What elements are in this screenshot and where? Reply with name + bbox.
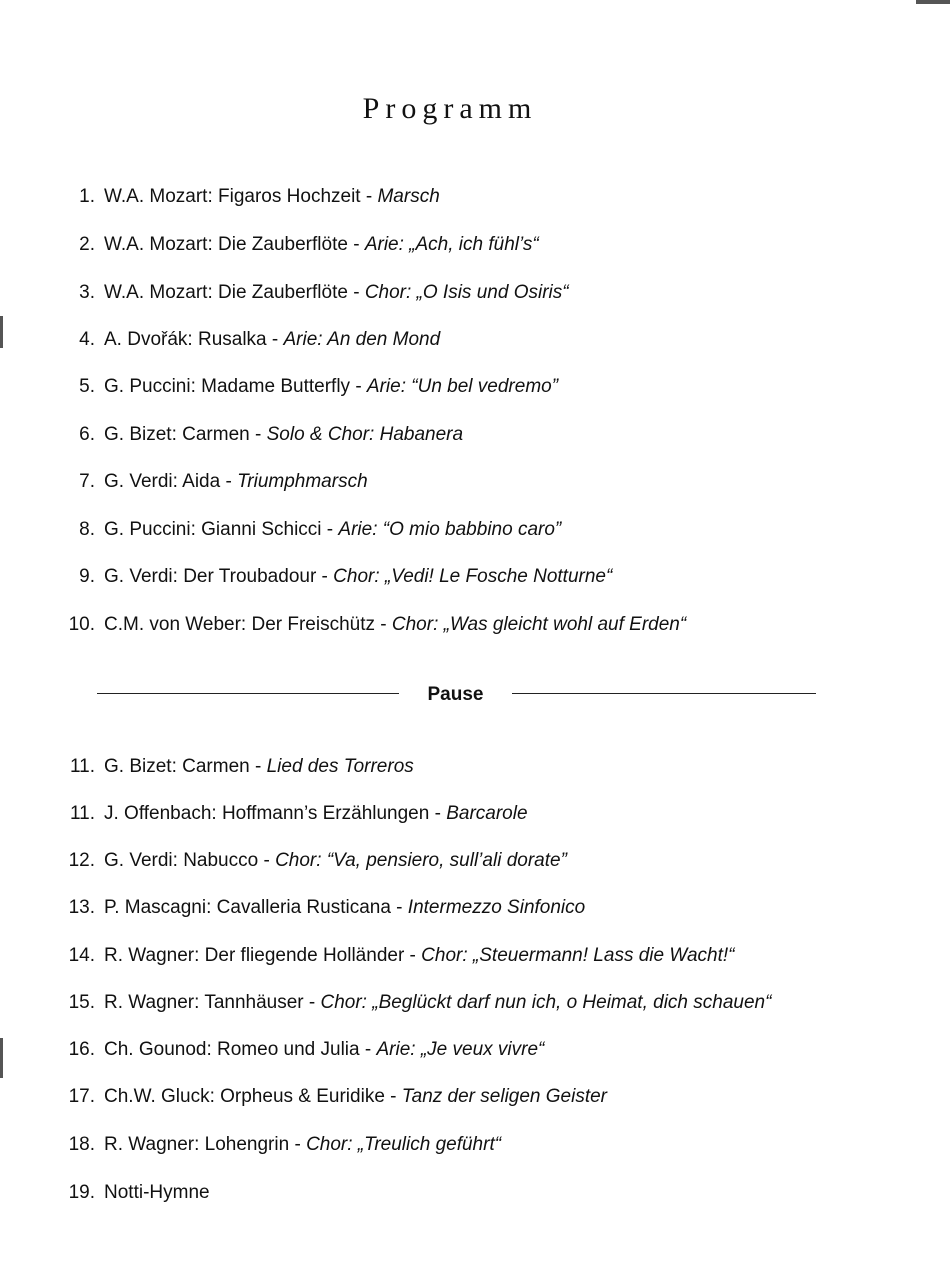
item-number: 13. [68,897,95,918]
pause-label: Pause [427,684,484,705]
piece-title: Chor: „Steuermann! Lass die Wacht!“ [421,945,735,966]
piece-title: Chor: “Va, pensiero, sull’ali dorate” [275,850,567,871]
piece-title: Chor: „Vedi! Le Fosche Notturne“ [333,566,613,587]
item-number: 3. [79,282,95,303]
composer-work: G. Puccini: Madame Butterfly - [104,376,367,397]
composer-work: G. Verdi: Nabucco - [104,850,276,871]
item-number: 7. [79,471,95,492]
item-text [104,752,414,782]
item-number: 9. [79,566,95,587]
item-text [104,1082,607,1112]
item-text [104,420,463,450]
item-text [104,467,368,497]
page-title: Programm [362,92,538,125]
piece-title: Chor: „Was gleicht wohl auf Erden“ [391,614,687,635]
scan-edge-mark [916,0,950,4]
item-text [104,278,569,308]
composer-work: W.A. Mozart: Die Zauberflöte - [104,234,365,255]
piece-title: Barcarole [446,803,528,824]
piece-title: Chor: „O Isis und Osiris“ [364,282,569,303]
item-text [104,325,440,355]
item-text [104,562,612,592]
piece-title: Arie: „Je veux vivre“ [376,1039,545,1060]
piece-title: Arie: An den Mond [283,329,441,350]
composer-work: W.A. Mozart: Die Zauberflöte - [104,282,365,303]
item-number: 11. [69,803,95,824]
piece-title: Lied des Torreros [266,756,414,777]
item-text [104,515,561,545]
composer-work: A. Dvořák: Rusalka - [104,329,284,350]
pause-divider [0,680,950,710]
item-number: 1. [79,186,95,207]
item-number: 15. [68,992,95,1013]
composer-work: R. Wagner: Tannhäuser - [104,992,321,1013]
item-number: 8. [79,519,95,540]
item-number: 17. [68,1086,95,1107]
pause-rule-right [512,693,816,694]
item-text [104,846,567,876]
item-number: 14. [68,945,95,966]
item-number: 12. [68,850,95,871]
piece-title: Chor: „Treulich geführt“ [306,1134,502,1155]
composer-work: Notti-Hymne [104,1182,210,1203]
item-text [104,799,528,829]
item-text [104,610,686,640]
composer-work: Ch.W. Gluck: Orpheus & Euridike - [104,1086,402,1107]
composer-work: P. Mascagni: Cavalleria Rusticana - [104,897,408,918]
composer-work: G. Verdi: Der Troubadour - [104,566,334,587]
composer-work: W.A. Mozart: Figaros Hochzeit - [104,186,378,207]
piece-title: Arie: “O mio babbino caro” [338,519,562,540]
composer-work: C.M. von Weber: Der Freischütz - [104,614,392,635]
piece-title: Tanz der seligen Geister [401,1086,608,1107]
item-number: 5. [79,376,95,397]
item-text [104,1130,501,1160]
composer-work: R. Wagner: Der fliegende Holländer - [104,945,422,966]
piece-title: Arie: „Ach, ich fühl’s“ [364,234,539,255]
item-number: 19. [68,1182,95,1203]
item-number: 10. [68,614,95,635]
composer-work: Ch. Gounod: Romeo und Julia - [104,1039,377,1060]
item-text [104,1178,210,1208]
item-number: 16. [68,1039,95,1060]
composer-work: J. Offenbach: Hoffmann’s Erzählungen - [104,803,447,824]
composer-work: G. Bizet: Carmen - [104,756,267,777]
item-text [104,893,585,923]
piece-title: Solo & Chor: Habanera [266,424,464,445]
item-text [104,372,558,402]
item-number: 4. [79,329,95,350]
item-number: 6. [79,424,95,445]
item-text [104,941,734,971]
item-number: 11. [69,756,95,777]
piece-title: Intermezzo Sinfonico [407,897,586,918]
piece-title: Triumphmarsch [237,471,368,492]
item-text [104,182,440,212]
item-number: 2. [79,234,95,255]
piece-title: Arie: “Un bel vedremo” [366,376,559,397]
item-text [104,988,771,1018]
item-text [104,230,539,260]
piece-title: Marsch [377,186,440,207]
composer-work: R. Wagner: Lohengrin - [104,1134,307,1155]
item-number: 18. [68,1134,95,1155]
item-text [104,1035,544,1065]
composer-work: G. Puccini: Gianni Schicci - [104,519,339,540]
composer-work: G. Bizet: Carmen - [104,424,267,445]
composer-work: G. Verdi: Aida - [104,471,238,492]
pause-rule-left [97,693,399,694]
piece-title: Chor: „Beglückt darf nun ich, o Heimat, dich schauen“ [320,992,772,1013]
